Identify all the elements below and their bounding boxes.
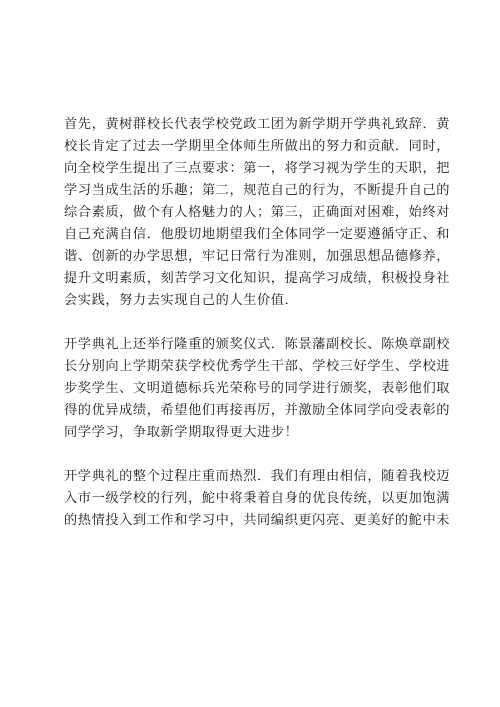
paragraph-line: 首先，黄树群校长代表学校党政工团为新学期开学典礼致辞．黄 [64,117,451,132]
paragraph-opening-speech [64,114,451,312]
paragraph-line: 提升文明素质，刻苦学习文化知识，提高学习成绩，积极投身社 [64,271,451,286]
paragraph-spacer [64,312,440,334]
paragraph-line: 向全校学生提出了三点要求：第一，将学习视为学生的天职，把 [64,161,451,176]
paragraph-line: 谐、创新的办学思想，牢记日常行为准则，加强思想品德修养， [64,249,451,264]
paragraph-line: 同学学习，争取新学期取得更大进步！ [64,425,299,440]
paragraph-line: 会实践，努力去实现自己的人生价值． [64,293,299,308]
paragraph-spacer [64,444,440,466]
paragraph-line: 校长肯定了过去一学期里全体师生所做出的努力和贡献．同时， [64,139,451,154]
paragraph-award-ceremony [64,334,451,444]
paragraph-line: 学习当成生活的乐趣；第二，规范自己的行为，不断提升自己的 [64,183,451,198]
paragraph-line: 得的优异成绩，希望他们再接再厉，并激励全体同学向受表彰的 [64,403,451,418]
paragraph-line: 自己充满自信．他殷切地期望我们全体同学一定要遵循守正、和 [64,227,451,242]
paragraph-line: 开学典礼上还举行隆重的颁奖仪式．陈景藩副校长、陈焕章副校 [64,337,451,352]
paragraph-line: 入市一级学校的行列，鮀中将秉着自身的优良传统，以更加饱满 [64,491,451,506]
paragraph-line: 的热情投入到工作和学习中，共同编织更闪亮、更美好的鮀中未 [64,513,451,528]
paragraph-line: 综合素质，做个有人格魅力的人；第三，正确面对困难，始终对 [64,205,451,220]
paragraph-line: 长分别向上学期荣获学校优秀学生干部、学校三好学生、学校进 [64,359,451,374]
document-body [64,114,451,532]
paragraph-line: 开学典礼的整个过程庄重而热烈．我们有理由相信，随着我校迈 [64,469,451,484]
paragraph-line: 步奖学生、文明道德标兵光荣称号的同学进行颁奖，表彰他们取 [64,381,451,396]
paragraph-closing [64,466,451,532]
